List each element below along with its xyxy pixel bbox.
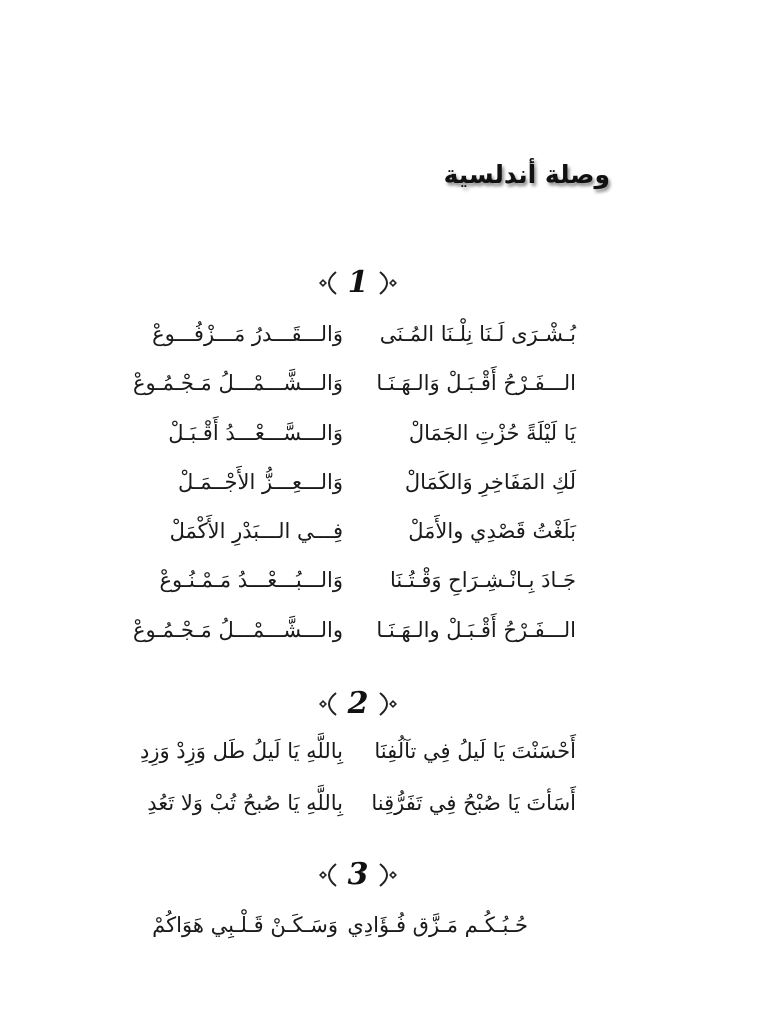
verse-row bbox=[0, 317, 768, 351]
verse-second-hemistich: وَالـــعِـــزُّ الأَجْــمَـلْ bbox=[178, 470, 343, 494]
verse-first-hemistich: جَـادَ بِـانْـشِـرَاحِ وَقْـتُـنَا bbox=[389, 568, 576, 592]
verse-second-hemistich: بِاللَّهِ يَا لَيلُ طَل وَزِدْ وَزِدِ bbox=[140, 739, 343, 763]
verse-first-hemistich: أَسَأتَ يَا صُبْحُ فِي تَفَرُّقِنا bbox=[371, 791, 576, 815]
verse-row bbox=[0, 465, 768, 499]
section-number: 3 bbox=[347, 857, 369, 892]
verse-second-hemistich: وَسَـكَـنْ قَـلْـبِي هَوَاكُمْ bbox=[152, 913, 338, 937]
verse-row bbox=[0, 908, 768, 942]
right-ornament-icon bbox=[378, 689, 400, 719]
verse-row bbox=[0, 366, 768, 400]
verse-first-hemistich: بُـشْـرَى لَـنَا نِلْـنَا المُـنَى bbox=[379, 322, 576, 346]
verse-row bbox=[0, 563, 768, 597]
verse-first-hemistich: الـــفَـرْحُ أَقْـبَـلْ وَالـهَـنَـا bbox=[376, 371, 576, 395]
verse-first-hemistich: يَا لَيْلَةً حُزْتِ الجَمَالْ bbox=[408, 421, 576, 445]
verse-second-hemistich: والـــشَّـــمْـــلُ مَـجْـمُـوعْ bbox=[133, 618, 343, 642]
verse-second-hemistich: وَالـــشَّـــمْـــلُ مَـجْـمُـوعْ bbox=[133, 371, 343, 395]
verse-row bbox=[0, 613, 768, 647]
verse-first-hemistich: لَكِ المَفَاخِرِ وَالكَمَالْ bbox=[404, 470, 576, 494]
verse-second-hemistich: وَالـــقَـــدرُ مَـــزْفُـــوعْ bbox=[152, 322, 343, 346]
section-number: 1 bbox=[347, 265, 369, 300]
section-marker-3 bbox=[0, 857, 716, 897]
verse-first-hemistich: بَلَغْتُ قَصْدِي والأَمَلْ bbox=[408, 519, 576, 543]
verse-row bbox=[0, 514, 768, 548]
section-number: 2 bbox=[347, 686, 369, 721]
page-title: وصلة أندلسية bbox=[443, 160, 610, 189]
right-ornament-icon bbox=[378, 860, 400, 890]
verse-second-hemistich: وَالـــبُـــعْـــدُ مَـمْـنُـوعْ bbox=[159, 568, 343, 592]
verse-first-hemistich: الـــفَـرْحُ أَقْـبَـلْ والـهَـنَـا bbox=[376, 618, 576, 642]
verse-row bbox=[0, 416, 768, 450]
verse-row bbox=[0, 734, 768, 768]
section-marker-2 bbox=[0, 686, 716, 726]
verse-second-hemistich: وَالـــسَّـــعْـــدُ أَقْـبَـلْ bbox=[168, 421, 343, 445]
verse-row bbox=[0, 786, 768, 820]
left-ornament-icon bbox=[316, 689, 338, 719]
verse-second-hemistich: بِاللَّهِ يَا صُبحُ تُبْ وَلا تَعُدِ bbox=[147, 791, 343, 815]
verse-second-hemistich: فِـــي الـــبَدْرِ الأَكْمَلْ bbox=[169, 519, 343, 543]
verse-first-hemistich: حُـبُـكُـم مَـزَّق فُـؤَادِي bbox=[347, 913, 528, 937]
left-ornament-icon bbox=[316, 268, 338, 298]
section-marker-1 bbox=[0, 265, 716, 305]
verse-first-hemistich: أَحْسَنْتَ يَا لَيلُ فِي تآلُفِنَا bbox=[374, 739, 576, 763]
left-ornament-icon bbox=[316, 860, 338, 890]
right-ornament-icon bbox=[378, 268, 400, 298]
